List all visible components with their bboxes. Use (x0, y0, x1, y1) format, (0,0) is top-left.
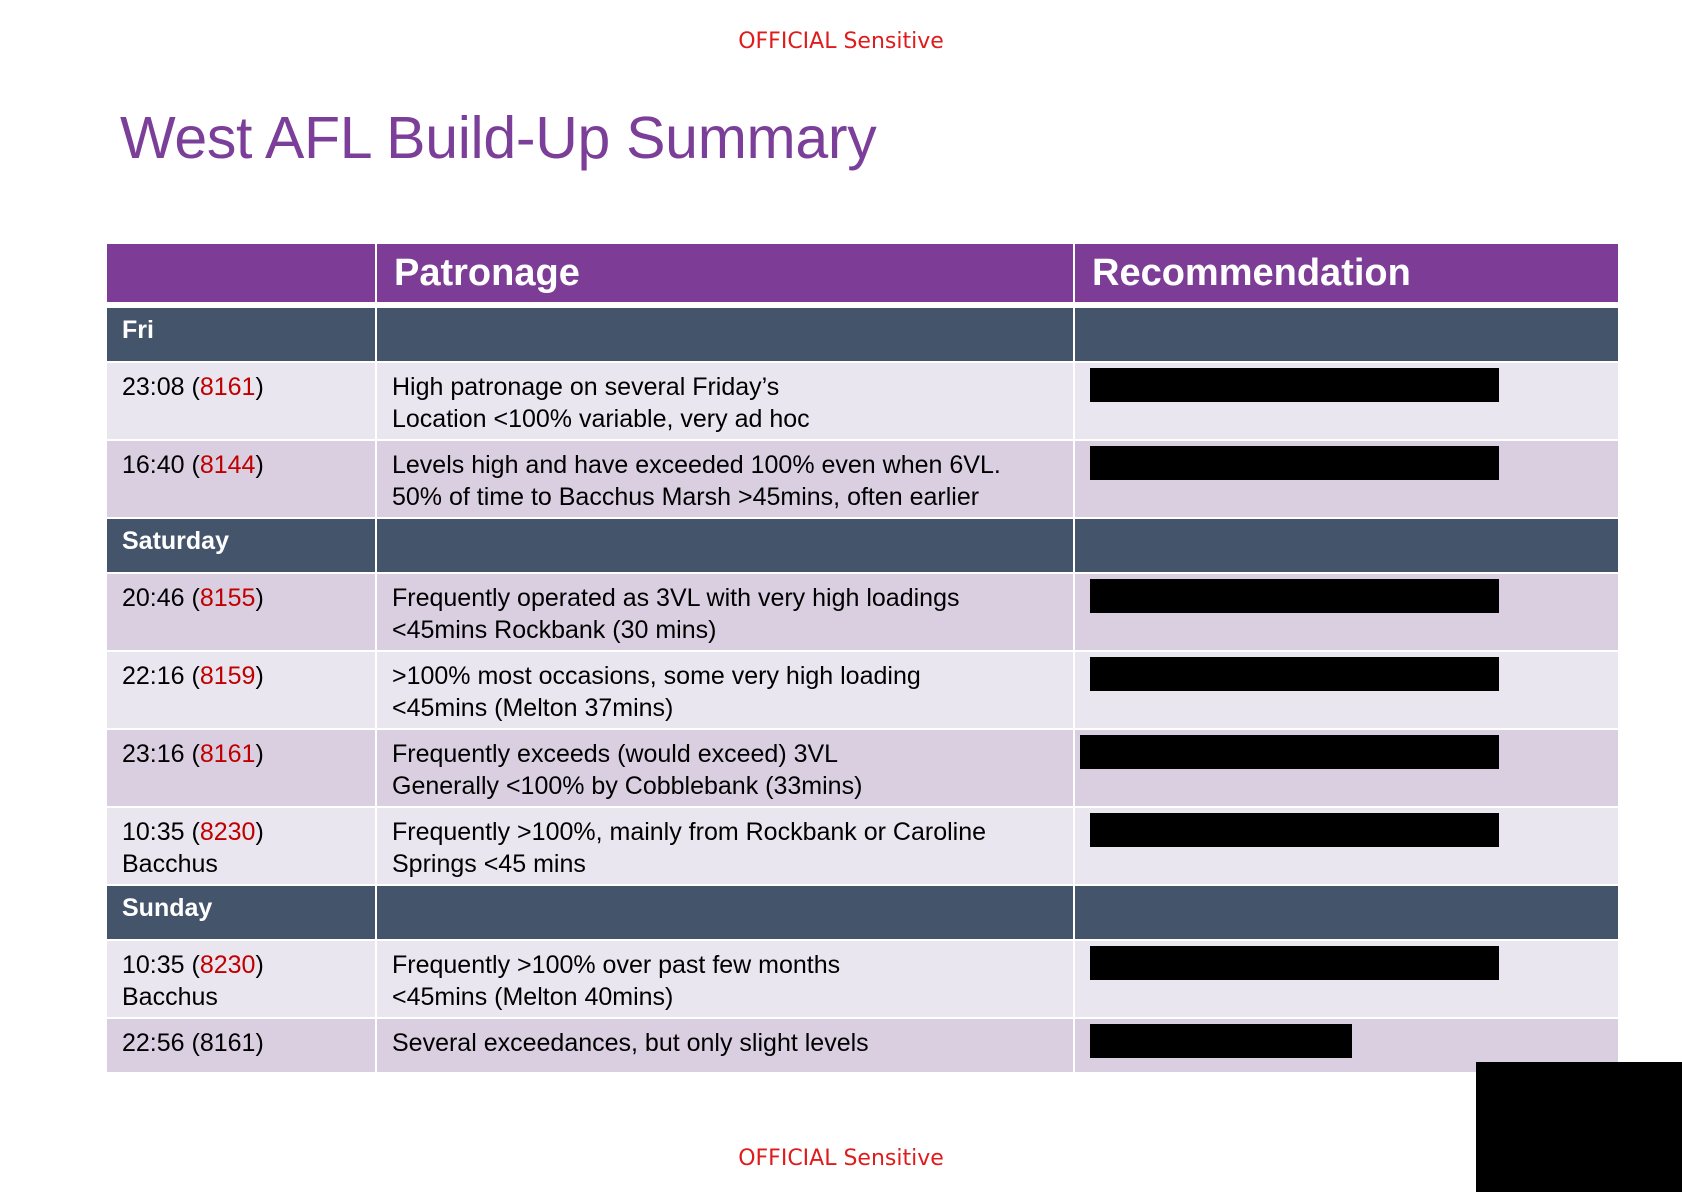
recommendation-cell (1074, 651, 1619, 729)
service-time: 16:40 (8144) (106, 440, 376, 518)
day-row-saturday (106, 518, 1619, 573)
service-code: 8155 (199, 584, 256, 612)
redaction-bar (1090, 1024, 1352, 1058)
day-label: Saturday (106, 518, 376, 573)
table-row (106, 440, 1619, 518)
patronage-cell: >100% most occasions, some very high loading <45mins (Melton 37mins) (376, 651, 1074, 729)
redaction-bar (1090, 368, 1499, 402)
patronage-cell: Levels high and have exceeded 100% even when 6VL. 50% of time to Bacchus Marsh >45mins, often earlier (376, 440, 1074, 518)
recommendation-cell (1074, 729, 1619, 807)
table-row (106, 729, 1619, 807)
day-row-fri (106, 307, 1619, 362)
recommendation-cell (1074, 807, 1619, 885)
table-row (106, 573, 1619, 651)
table-row (106, 362, 1619, 440)
day-row-sunday (106, 885, 1619, 940)
patronage-cell: Several exceedances, but only slight levels (376, 1018, 1074, 1073)
patronage-cell: High patronage on several Friday’s Location <100% variable, very ad hoc (376, 362, 1074, 440)
service-time: 22:16 (8159) (106, 651, 376, 729)
service-code: 8144 (199, 451, 256, 479)
table-row (106, 651, 1619, 729)
header-patronage: Patronage (376, 243, 1074, 303)
service-code: 8230 (199, 818, 256, 846)
patronage-cell: Frequently operated as 3VL with very high loadings <45mins Rockbank (30 mins) (376, 573, 1074, 651)
recommendation-cell (1074, 362, 1619, 440)
table-row (106, 807, 1619, 885)
service-time: 10:35 (8230) Bacchus (106, 940, 376, 1018)
patronage-cell: Frequently exceeds (would exceed) 3VL Generally <100% by Cobblebank (33mins) (376, 729, 1074, 807)
redaction-bar (1090, 446, 1499, 480)
redaction-bar (1090, 946, 1499, 980)
service-time: 22:56 (8161) (106, 1018, 376, 1073)
header-recommendation: Recommendation (1074, 243, 1619, 303)
recommendation-cell (1074, 940, 1619, 1018)
redaction-bar (1090, 813, 1499, 847)
service-code: 8230 (199, 951, 256, 979)
classification-marking-bottom: OFFICIAL Sensitive (738, 1146, 944, 1171)
patronage-cell: Frequently >100% over past few months <45mins (Melton 40mins) (376, 940, 1074, 1018)
redaction-block (1476, 1062, 1682, 1192)
recommendation-cell (1074, 440, 1619, 518)
redaction-bar (1090, 657, 1499, 691)
service-time: 10:35 (8230) Bacchus (106, 807, 376, 885)
redaction-bar (1080, 735, 1499, 769)
table-row (106, 1018, 1619, 1073)
table-row (106, 940, 1619, 1018)
service-time: 23:08 (8161) (106, 362, 376, 440)
service-time: 23:16 (8161) (106, 729, 376, 807)
service-code: 8161 (199, 373, 256, 401)
recommendation-cell (1074, 573, 1619, 651)
service-code: 8159 (199, 662, 256, 690)
service-code: 8161 (199, 740, 256, 768)
page-title: West AFL Build-Up Summary (120, 105, 877, 171)
day-label: Sunday (106, 885, 376, 940)
patronage-cell: Frequently >100%, mainly from Rockbank or Caroline Springs <45 mins (376, 807, 1074, 885)
header-blank (106, 243, 376, 303)
classification-marking-top: OFFICIAL Sensitive (738, 29, 944, 54)
summary-table (105, 242, 1620, 1074)
redaction-bar (1090, 579, 1499, 613)
table-header-row (106, 243, 1619, 303)
day-label: Fri (106, 307, 376, 362)
service-time: 20:46 (8155) (106, 573, 376, 651)
